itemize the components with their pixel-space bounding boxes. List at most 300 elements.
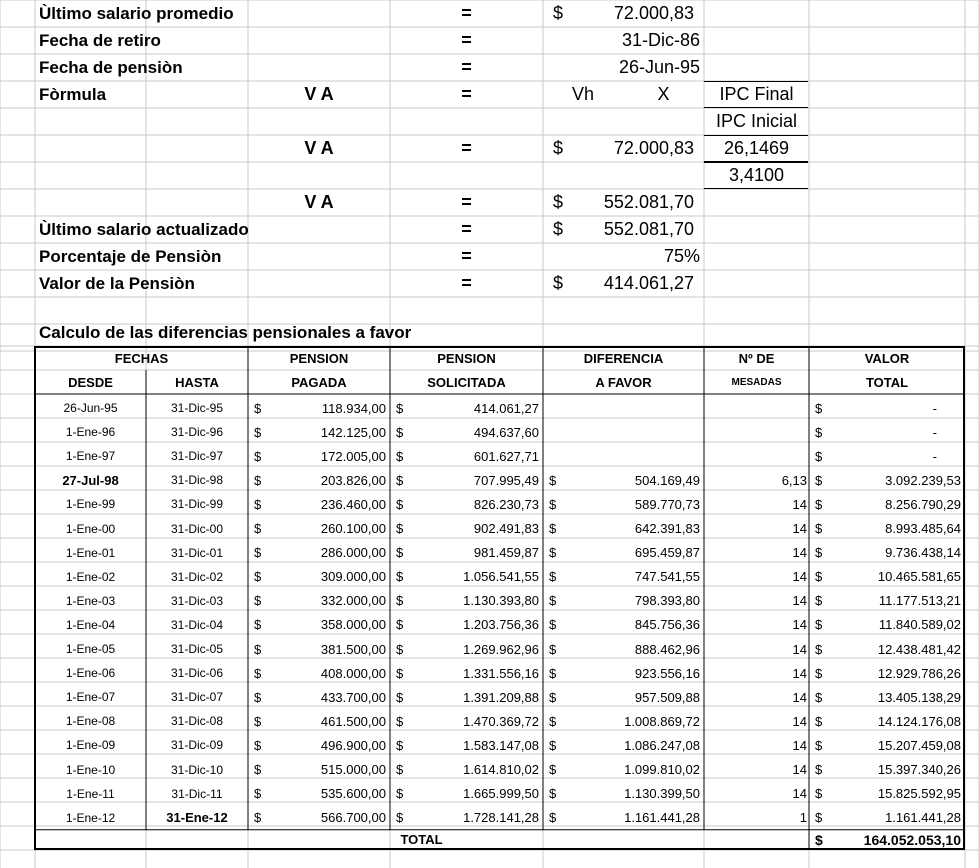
currency-symbol: $ — [549, 617, 557, 633]
amount: 3.092.239,53 — [885, 472, 961, 488]
desde-cell: 26-Jun-95 — [63, 401, 118, 416]
total-cell — [809, 492, 965, 516]
amount: 566.700,00 — [320, 810, 386, 826]
currency-symbol: $ — [396, 424, 404, 440]
hasta-cell: 31-Dic-99 — [170, 497, 224, 512]
hasta-cell: 31-Dic-11 — [171, 786, 223, 801]
solicitada-cell — [390, 613, 543, 637]
summary-equals: = — [461, 30, 472, 50]
amount: 601.627,71 — [473, 448, 539, 464]
desde-cell: 1-Ene-00 — [65, 521, 116, 536]
currency-symbol: $ — [815, 569, 823, 585]
ipc-value: 3,4100 — [728, 165, 785, 185]
desde-cell: 1-Ene-03 — [65, 593, 116, 608]
header-cell: PENSION — [437, 350, 496, 366]
mesadas-cell — [704, 420, 807, 444]
amount: 12.438.481,42 — [877, 641, 961, 657]
summary-equals: = — [461, 3, 472, 23]
header-cell: VALOR — [864, 350, 910, 366]
currency-symbol: $ — [549, 521, 557, 537]
hasta-cell: 31-Dic-00 — [170, 521, 224, 536]
diferencia-cell — [543, 468, 704, 492]
desde-cell: 1-Ene-01 — [65, 545, 116, 560]
hasta-cell: 31-Dic-08 — [170, 714, 224, 729]
amount: 236.460,00 — [320, 496, 386, 512]
currency-symbol: $ — [553, 219, 564, 239]
amount: 1.583.147,08 — [463, 737, 539, 753]
pagada-cell — [248, 637, 390, 661]
summary-equals: = — [461, 192, 472, 212]
table-title: Calculo de las diferencias pensionales a favor — [39, 323, 412, 342]
mesadas-cell: 14 — [792, 496, 807, 512]
amount: 286.000,00 — [320, 545, 386, 561]
summary-label: Ùltimo salario promedio — [39, 3, 234, 23]
formula-vh: Vh — [571, 84, 595, 104]
amount: 11.177.513,21 — [878, 593, 961, 609]
desde-cell: 1-Ene-97 — [65, 449, 116, 464]
total-cell — [809, 468, 965, 492]
amount: 414.061,27 — [473, 400, 539, 416]
diferencia-cell — [543, 637, 704, 661]
desde-cell: 1-Ene-09 — [65, 738, 116, 753]
currency-symbol: $ — [815, 496, 823, 512]
hasta-cell: 31-Dic-03 — [170, 593, 224, 608]
total-cell — [809, 541, 965, 565]
amount: 888.462,96 — [634, 641, 700, 657]
amount: 1.008.869,72 — [624, 713, 700, 729]
diferencia-cell — [543, 589, 704, 613]
desde-cell: 1-Ene-12 — [65, 810, 116, 825]
summary-value: 26-Jun-95 — [618, 57, 700, 77]
desde-cell: 1-Ene-10 — [65, 762, 116, 777]
solicitada-cell — [390, 661, 543, 685]
currency-symbol: $ — [549, 762, 557, 778]
amount: 11.840.589,02 — [878, 617, 961, 633]
amount: 1.269.962,96 — [463, 641, 539, 657]
amount: 1.728.141,28 — [463, 810, 539, 826]
pagada-cell — [248, 517, 390, 541]
pagada-cell — [248, 492, 390, 516]
currency-symbol: $ — [549, 569, 557, 585]
ipc-border — [704, 108, 808, 135]
amount: 1.056.541,55 — [463, 569, 539, 585]
total-cell — [809, 733, 965, 757]
summary-label: Valor de la Pensiòn — [39, 273, 195, 293]
amount: 332.000,00 — [320, 593, 386, 609]
solicitada-cell — [390, 420, 543, 444]
currency-symbol: $ — [254, 400, 262, 416]
header-cell: DESDE — [68, 374, 113, 390]
amount: 707.995,49 — [473, 472, 539, 488]
currency-symbol: $ — [396, 737, 404, 753]
header-cell: PENSION — [289, 350, 349, 366]
currency-symbol: $ — [254, 641, 262, 657]
currency-symbol: $ — [815, 400, 823, 416]
solicitada-cell — [390, 733, 543, 757]
total-cell — [809, 782, 965, 806]
currency-symbol: $ — [553, 273, 564, 293]
solicitada-cell — [390, 396, 543, 420]
diferencia-cell — [543, 709, 704, 733]
mesadas-cell: 14 — [792, 593, 807, 609]
currency-symbol: $ — [815, 641, 823, 657]
currency-symbol: $ — [549, 665, 557, 681]
summary-equals: = — [461, 84, 472, 104]
mesadas-cell: 14 — [792, 689, 807, 705]
amount: 10.465.581,65 — [877, 569, 961, 585]
amount: 461.500,00 — [320, 713, 386, 729]
total-cell — [809, 613, 965, 637]
amount: 72.000,83 — [613, 3, 694, 23]
amount: 504.169,49 — [634, 472, 700, 488]
grand-total — [809, 830, 965, 850]
summary-label: Fòrmula — [39, 84, 107, 104]
summary-label: Fecha de pensiòn — [39, 57, 183, 77]
hasta-cell: 31-Dic-06 — [170, 666, 224, 681]
amount: 1.331.556,16 — [463, 665, 539, 681]
amount: 1.203.756,36 — [463, 617, 539, 633]
amount: 12.929.786,26 — [877, 665, 961, 681]
hasta-cell: 31-Dic-04 — [170, 617, 224, 632]
currency-symbol: $ — [396, 665, 404, 681]
solicitada-cell — [390, 492, 543, 516]
total-cell — [809, 396, 965, 420]
currency-symbol: $ — [254, 689, 262, 705]
hasta-cell: 31-Dic-98 — [170, 473, 224, 488]
header-cell: SOLICITADA — [427, 374, 506, 390]
amount: 494.637,60 — [473, 424, 539, 440]
amount: 1.470.369,72 — [463, 713, 539, 729]
hasta-cell: 31-Dic-96 — [170, 425, 224, 440]
currency-symbol: $ — [815, 713, 823, 729]
amount: 14.124.176,08 — [877, 713, 961, 729]
currency-symbol: $ — [553, 138, 564, 158]
currency-symbol: $ — [254, 472, 262, 488]
desde-cell: 1-Ene-99 — [65, 497, 116, 512]
summary-equals: = — [461, 246, 472, 266]
header-cell: Nº DE — [738, 350, 775, 366]
mesadas-cell — [704, 396, 807, 420]
hasta-cell: 31-Ene-12 — [166, 810, 228, 826]
amount: 535.600,00 — [320, 786, 386, 802]
summary-equals: = — [461, 138, 472, 158]
currency-symbol: $ — [549, 472, 557, 488]
amount: 203.826,00 — [320, 472, 386, 488]
currency-symbol: $ — [396, 689, 404, 705]
solicitada-cell — [390, 709, 543, 733]
total-cell — [809, 637, 965, 661]
amount: - — [932, 400, 937, 416]
amount: 826.230,73 — [473, 496, 539, 512]
pagada-cell — [248, 733, 390, 757]
hasta-cell: 31-Dic-97 — [170, 449, 224, 464]
pagada-cell — [248, 541, 390, 565]
mesadas-cell: 14 — [792, 665, 807, 681]
ipc-value: 26,1469 — [723, 138, 790, 158]
currency-symbol: $ — [815, 689, 823, 705]
currency-symbol: $ — [553, 3, 564, 23]
desde-cell: 1-Ene-08 — [65, 714, 116, 729]
currency-symbol: $ — [396, 400, 404, 416]
desde-cell: 1-Ene-04 — [65, 617, 116, 632]
formula-x: X — [657, 84, 670, 104]
desde-cell: 1-Ene-02 — [65, 569, 116, 584]
solicitada-cell — [390, 468, 543, 492]
summary-va: V A — [304, 192, 334, 212]
currency-symbol: $ — [396, 762, 404, 778]
solicitada-cell — [390, 758, 543, 782]
header-cell: DIFERENCIA — [583, 350, 664, 366]
currency-symbol: $ — [396, 641, 404, 657]
total-cell — [809, 685, 965, 709]
diferencia-cell — [543, 782, 704, 806]
currency-symbol: $ — [815, 665, 823, 681]
mesadas-cell: 14 — [792, 762, 807, 778]
pagada-cell — [248, 396, 390, 420]
amount: 408.000,00 — [320, 665, 386, 681]
desde-cell: 1-Ene-11 — [66, 786, 115, 801]
summary-equals: = — [461, 273, 472, 293]
total-label: TOTAL — [400, 832, 443, 848]
currency-symbol: $ — [254, 810, 262, 826]
amount: 15.397.340,26 — [877, 762, 961, 778]
pagada-cell — [248, 685, 390, 709]
amount: 642.391,83 — [634, 521, 700, 537]
summary-value — [543, 0, 704, 27]
pagada-cell — [248, 420, 390, 444]
currency-symbol: $ — [254, 617, 262, 633]
currency-symbol: $ — [815, 831, 823, 848]
pagada-cell — [248, 613, 390, 637]
currency-symbol: $ — [396, 521, 404, 537]
currency-symbol: $ — [254, 593, 262, 609]
currency-symbol: $ — [549, 689, 557, 705]
desde-cell: 27-Jul-98 — [62, 472, 119, 488]
total-cell — [809, 420, 965, 444]
amount: 118.934,00 — [321, 400, 386, 416]
diferencia-cell — [543, 565, 704, 589]
amount: 1.614.810,02 — [463, 762, 539, 778]
currency-symbol: $ — [254, 713, 262, 729]
currency-symbol: $ — [254, 665, 262, 681]
amount: 142.125,00 — [320, 424, 386, 440]
currency-symbol: $ — [254, 786, 262, 802]
amount: 8.993.485,64 — [885, 521, 961, 537]
amount: 798.393,80 — [634, 593, 700, 609]
pagada-cell — [248, 565, 390, 589]
amount: - — [932, 424, 937, 440]
header-cell: TOTAL — [865, 374, 909, 390]
summary-value: 31-Dic-86 — [621, 30, 700, 50]
currency-symbol: $ — [396, 472, 404, 488]
currency-symbol: $ — [549, 641, 557, 657]
solicitada-cell — [390, 589, 543, 613]
mesadas-cell: 14 — [792, 641, 807, 657]
currency-symbol: $ — [815, 737, 823, 753]
mesadas-cell: 14 — [792, 713, 807, 729]
amount: 1.130.393,80 — [463, 593, 539, 609]
mesadas-cell: 14 — [792, 617, 807, 633]
pagada-cell — [248, 782, 390, 806]
solicitada-cell — [390, 565, 543, 589]
amount: 515.000,00 — [320, 762, 386, 778]
amount: 172.005,00 — [320, 448, 386, 464]
currency-symbol: $ — [549, 737, 557, 753]
diferencia-cell — [543, 758, 704, 782]
hasta-cell: 31-Dic-07 — [170, 690, 224, 705]
diferencia-cell — [543, 733, 704, 757]
summary-equals: = — [461, 57, 472, 77]
amount: 1.086.247,08 — [624, 737, 700, 753]
currency-symbol: $ — [815, 472, 823, 488]
desde-cell: 1-Ene-96 — [65, 425, 116, 440]
amount: 72.000,83 — [613, 138, 694, 158]
desde-cell: 1-Ene-07 — [65, 690, 116, 705]
diferencia-cell — [543, 541, 704, 565]
currency-symbol: $ — [815, 786, 823, 802]
desde-cell: 1-Ene-06 — [65, 666, 116, 681]
amount: 902.491,83 — [473, 521, 539, 537]
amount: 1.161.441,28 — [624, 810, 700, 826]
currency-symbol: $ — [815, 810, 823, 826]
amount: 923.556,16 — [634, 665, 700, 681]
mesadas-cell: 14 — [792, 569, 807, 585]
amount: 15.825.592,95 — [877, 786, 961, 802]
diferencia-cell — [543, 661, 704, 685]
amount: 1.391.209,88 — [463, 689, 539, 705]
currency-symbol: $ — [254, 737, 262, 753]
amount: 552.081,70 — [603, 192, 694, 212]
amount: 15.207.459,08 — [877, 737, 961, 753]
amount: 1.099.810,02 — [624, 762, 700, 778]
amount: 695.459,87 — [634, 545, 700, 561]
pagada-cell — [248, 589, 390, 613]
summary-va: V A — [304, 84, 334, 104]
currency-symbol: $ — [549, 593, 557, 609]
currency-symbol: $ — [254, 448, 262, 464]
amount: - — [932, 448, 937, 464]
mesadas-cell: 14 — [792, 521, 807, 537]
diferencia-cell — [543, 806, 704, 830]
currency-symbol: $ — [396, 496, 404, 512]
currency-symbol: $ — [396, 786, 404, 802]
total-cell — [809, 444, 965, 468]
header-cell: MESADAS — [731, 376, 782, 388]
pagada-cell — [248, 661, 390, 685]
diferencia-cell — [543, 613, 704, 637]
currency-symbol: $ — [815, 545, 823, 561]
amount: 589.770,73 — [634, 496, 700, 512]
amount: 381.500,00 — [320, 641, 386, 657]
pagada-cell — [248, 806, 390, 830]
amount: 496.900,00 — [320, 737, 386, 753]
ipc-value: IPC Final — [719, 84, 794, 104]
currency-symbol: $ — [549, 810, 557, 826]
header-cell: A FAVOR — [595, 374, 652, 390]
mesadas-cell — [704, 444, 807, 468]
currency-symbol: $ — [815, 593, 823, 609]
amount: 433.700,00 — [320, 689, 386, 705]
currency-symbol: $ — [815, 424, 823, 440]
pagada-cell — [248, 468, 390, 492]
currency-symbol: $ — [396, 569, 404, 585]
amount: 1.665.999,50 — [463, 786, 539, 802]
summary-value: 75% — [663, 246, 700, 266]
hasta-cell: 31-Dic-05 — [170, 642, 224, 657]
currency-symbol: $ — [396, 617, 404, 633]
ipc-border — [704, 162, 808, 189]
hasta-cell: 31-Dic-09 — [170, 738, 224, 753]
amount: 358.000,00 — [320, 617, 386, 633]
currency-symbol: $ — [396, 713, 404, 729]
summary-value — [543, 135, 704, 162]
pagada-cell — [248, 758, 390, 782]
total-cell — [809, 709, 965, 733]
amount: 1.130.399,50 — [624, 786, 700, 802]
mesadas-cell: 14 — [792, 545, 807, 561]
summary-equals: = — [461, 219, 472, 239]
currency-symbol: $ — [396, 810, 404, 826]
total-cell — [809, 806, 965, 830]
diferencia-cell — [543, 492, 704, 516]
summary-value — [543, 216, 704, 243]
currency-symbol: $ — [549, 496, 557, 512]
header-cell: FECHAS — [114, 350, 169, 366]
amount: 747.541,55 — [634, 569, 700, 585]
currency-symbol: $ — [815, 762, 823, 778]
mesadas-cell: 1 — [799, 810, 807, 826]
amount: 552.081,70 — [603, 219, 694, 239]
currency-symbol: $ — [396, 593, 404, 609]
amount: 8.256.790,29 — [885, 496, 961, 512]
solicitada-cell — [390, 517, 543, 541]
diferencia-cell — [543, 517, 704, 541]
hasta-cell: 31-Dic-10 — [170, 762, 224, 777]
solicitada-cell — [390, 637, 543, 661]
solicitada-cell — [390, 782, 543, 806]
mesadas-cell: 14 — [792, 737, 807, 753]
summary-label: Fecha de retiro — [39, 30, 161, 50]
amount: 13.405.138,29 — [877, 689, 961, 705]
amount: 981.459,87 — [473, 545, 539, 561]
amount: 260.100,00 — [320, 521, 386, 537]
desde-cell: 1-Ene-05 — [65, 642, 116, 657]
summary-value — [543, 270, 704, 297]
currency-symbol: $ — [815, 448, 823, 464]
diferencia-cell — [543, 685, 704, 709]
summary-va: V A — [304, 138, 334, 158]
solicitada-cell — [390, 685, 543, 709]
header-cell: HASTA — [175, 374, 219, 390]
total-cell — [809, 758, 965, 782]
solicitada-cell — [390, 541, 543, 565]
total-cell — [809, 589, 965, 613]
currency-symbol: $ — [254, 424, 262, 440]
currency-symbol: $ — [254, 496, 262, 512]
amount: 164.052.053,10 — [863, 831, 961, 848]
hasta-cell: 31-Dic-02 — [170, 569, 224, 584]
pagada-cell — [248, 444, 390, 468]
currency-symbol: $ — [815, 521, 823, 537]
currency-symbol: $ — [254, 569, 262, 585]
amount: 309.000,00 — [320, 569, 386, 585]
mesadas-cell: 6,13 — [781, 472, 807, 488]
summary-value — [543, 189, 704, 216]
hasta-cell: 31-Dic-95 — [170, 401, 224, 416]
currency-symbol: $ — [254, 521, 262, 537]
currency-symbol: $ — [254, 545, 262, 561]
total-cell — [809, 565, 965, 589]
